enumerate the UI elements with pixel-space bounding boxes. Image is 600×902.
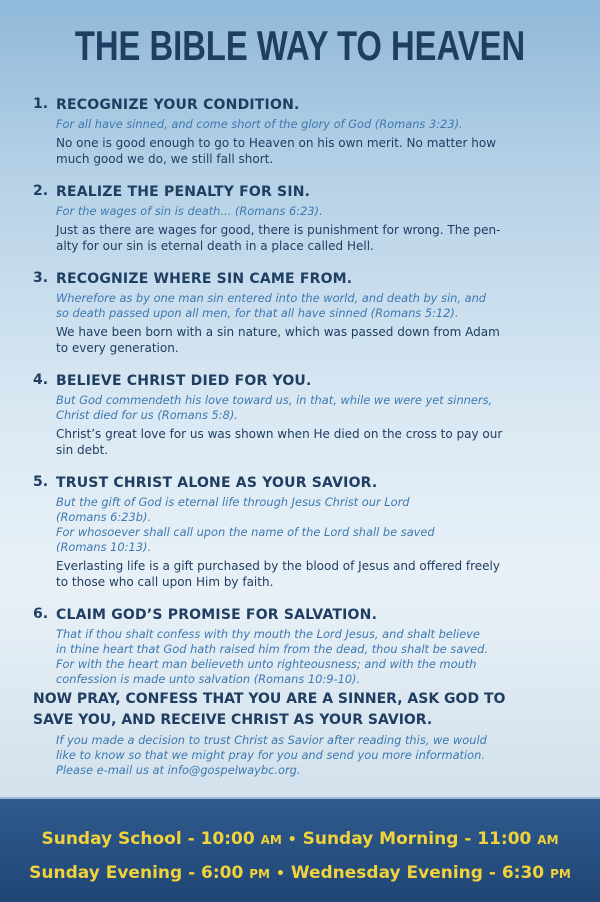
step-verse: For the wages of sin is death... (Romans 6:23). [56, 204, 323, 218]
pray-note: If you made a decision to trust Christ as Savior after reading this, we would like to know so that we might pray for you and send you more information. Please e-mail us at info@gospelwaybc.org. [56, 733, 487, 777]
step-number: 5. [33, 474, 49, 490]
step-number: 4. [33, 372, 49, 388]
ampm-label: PM [249, 867, 271, 881]
step-verse: But the gift of God is eternal life through Jesus Christ our Lord (Romans 6:23b). For whosoever shall call upon the name of the Lord shall be saved (Romans 10:13). [56, 495, 435, 554]
bullet-separator: • [275, 866, 285, 882]
step-number: 1. [33, 96, 49, 112]
step-4 [0, 372, 600, 458]
wednesday-evening-time: Wednesday Evening - 6:30 [290, 863, 545, 883]
sunday-morning-time: Sunday Morning - 11:00 [302, 829, 532, 849]
schedule-line-2 [0, 863, 600, 883]
step-body: Everlasting life is a gift purchased by the blood of Jesus and offered freely to those who call upon Him by faith. [56, 559, 500, 589]
step-body: No one is good enough to go to Heaven on his own merit. No matter how much good we do, we still fall short. [56, 136, 497, 166]
step-heading: TRUST CHRIST ALONE AS YOUR SAVIOR. [56, 475, 378, 491]
step-heading: BELIEVE CHRIST DIED FOR YOU. [56, 373, 312, 389]
step-body: We have been born with a sin nature, which was passed down from Adam to every generation. [56, 325, 500, 355]
schedule-line-1 [0, 829, 600, 849]
step-number: 2. [33, 183, 49, 199]
step-verse: For all have sinned, and come short of the glory of God (Romans 3:23). [56, 117, 463, 131]
ampm-label: AM [537, 833, 559, 847]
step-number: 3. [33, 270, 49, 286]
sunday-school-time: Sunday School - 10:00 [41, 829, 255, 849]
step-heading: REALIZE THE PENALTY FOR SIN. [56, 184, 311, 200]
bullet-separator: • [287, 832, 297, 848]
step-5 [0, 474, 600, 590]
step-heading: RECOGNIZE WHERE SIN CAME FROM. [56, 271, 353, 287]
step-verse: That if thou shalt confess with thy mouth the Lord Jesus, and shalt believe in thine heart that God hath raised him from the dead, thou shalt be saved. For with the heart man believeth unto righteousness; and with the mouth confession is made unto salvation (Romans 10:9-10). [56, 627, 488, 686]
step-verse: Wherefore as by one man sin entered into the world, and death by sin, and so death passed upon all men, for that all have sinned (Romans 5:12). [56, 291, 487, 320]
sunday-evening-time: Sunday Evening - 6:00 [29, 863, 244, 883]
ampm-label: PM [550, 867, 571, 881]
step-body: Just as there are wages for good, there is punishment for wrong. The pen- alty for our sin is eternal death in a place called Hell. [56, 223, 501, 253]
step-body: Christ’s great love for us was shown when He died on the cross to pay our sin debt. [56, 427, 503, 457]
ampm-label: AM [260, 833, 282, 847]
schedule-footer [0, 797, 600, 902]
steps-list [0, 96, 600, 703]
step-3 [0, 270, 600, 356]
page-title: THE BIBLE WAY TO HEAVEN [74, 22, 526, 69]
step-2 [0, 183, 600, 254]
step-verse: But God commendeth his love toward us, in that, while we were yet sinners, Christ died for us (Romans 5:8). [56, 393, 493, 422]
step-number: 6. [33, 606, 49, 622]
step-heading: RECOGNIZE YOUR CONDITION. [56, 97, 300, 113]
pray-heading: NOW PRAY, CONFESS THAT YOU ARE A SINNER, ASK GOD TO SAVE YOU, AND RECEIVE CHRIST AS YOUR SAVIOR. [33, 691, 506, 728]
step-6 [0, 606, 600, 687]
step-heading: CLAIM GOD’S PROMISE FOR SALVATION. [56, 607, 378, 623]
step-1 [0, 96, 600, 167]
